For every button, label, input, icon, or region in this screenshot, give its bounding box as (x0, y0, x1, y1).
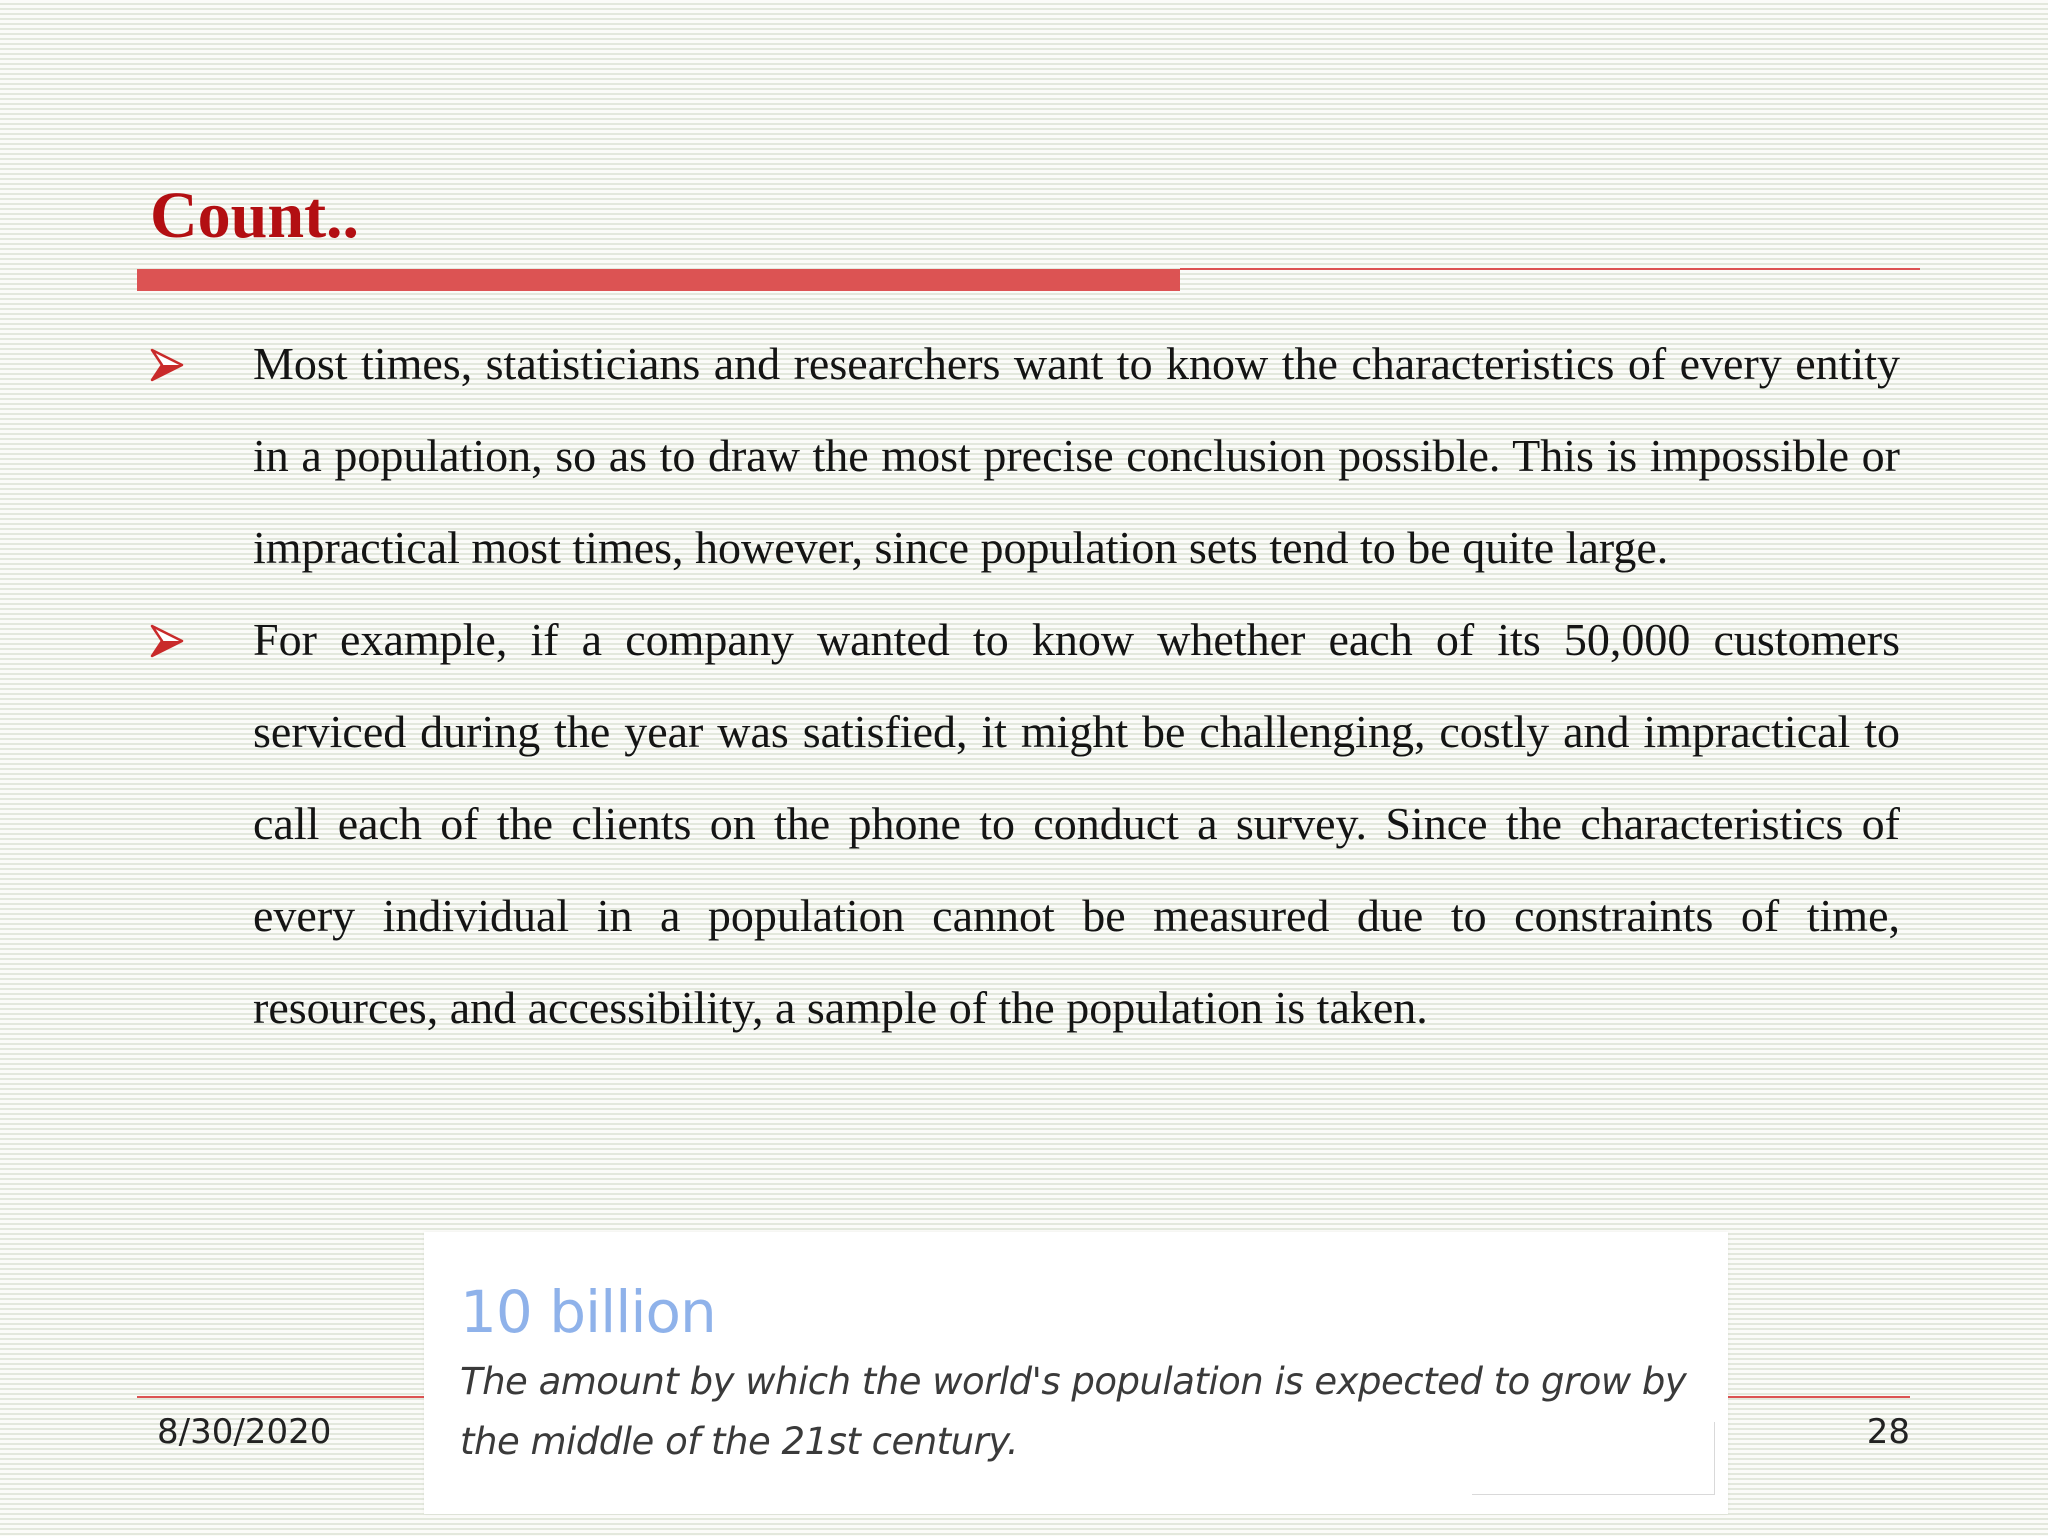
arrow-bullet-icon (150, 624, 184, 658)
page-number: 28 (1866, 1412, 1910, 1452)
footer-rule-left (137, 1396, 427, 1398)
bullet-text: For example, if a company wanted to know whether each of its 50,000 customers serviced during the year was satisfied, it might be challenging, costly and impractical to call each of the clients on the phone to conduct a survey. Since the characteristics of every individual in a population cannot be measured due to constraints of time, resources, and accessibility, a sample of the population is taken. (253, 614, 1900, 1033)
bullet-text: Most times, statisticians and researchers want to know the characteristics of every entity in a population, so as to draw the most precise conclusion possible. This is impossible or impractical most times, however, since population sets tend to be quite large. (253, 338, 1900, 573)
stat-callout-image (424, 1232, 1728, 1514)
callout-stat-value: 10 billion (460, 1278, 716, 1346)
title-underline-bar (137, 269, 1180, 291)
slide-title: Count.. (150, 179, 360, 252)
arrow-bullet-icon (150, 348, 184, 382)
footer-rule-right (1728, 1396, 1910, 1398)
bullet-item (150, 594, 1900, 1054)
bullet-list (150, 318, 1900, 1054)
callout-caption: The amount by which the world's population is expected to grow by the middle of the 21st century. (460, 1360, 1687, 1463)
footer-date: 8/30/2020 (157, 1412, 332, 1452)
title-underline-rule (1180, 268, 1920, 270)
bullet-item (150, 318, 1900, 594)
